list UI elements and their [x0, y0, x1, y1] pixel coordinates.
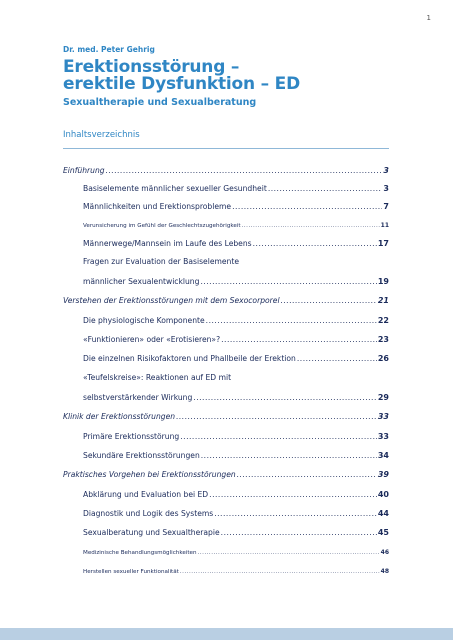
- footer-bar: [0, 628, 453, 640]
- toc-entry-line: «Teufelskreise»: Reaktionen auf ED mit: [83, 373, 232, 382]
- leader-dots: [297, 354, 377, 363]
- toc-entry-page: 33: [377, 412, 389, 421]
- toc-entry-title: Klinik der Erektionsstörungen: [63, 412, 176, 421]
- toc-entry-page: 23: [377, 335, 389, 344]
- toc-entry-title: Verunsicherung im Gefühl der Geschlechtszugehörigkeit: [83, 223, 241, 229]
- toc-entry[interactable]: [83, 549, 389, 556]
- toc-entry-page: 7: [383, 202, 389, 211]
- toc-entry-title: «Funktionieren» oder «Erotisieren»?: [83, 335, 221, 344]
- leader-dots: [221, 335, 377, 344]
- toc-entry-page: 39: [377, 470, 389, 479]
- toc-entry[interactable]: [83, 528, 389, 537]
- subtitle: Sexualtherapie und Sexualberatung: [63, 97, 257, 108]
- page-number: 1: [426, 14, 431, 22]
- toc-entry[interactable]: [63, 470, 389, 479]
- leader-dots: [206, 316, 377, 325]
- toc-entry[interactable]: [83, 184, 389, 193]
- toc-entry-page: 29: [377, 393, 389, 402]
- toc-entry-title: Die einzelnen Risikofaktoren und Phallbeile der Erektion: [83, 354, 296, 363]
- toc-entry-page: 3: [383, 184, 389, 193]
- toc-entry[interactable]: [83, 335, 389, 344]
- leader-dots: [237, 470, 377, 479]
- toc-entry[interactable]: [83, 202, 389, 211]
- toc-entry-page: 19: [377, 277, 389, 286]
- toc-entry-title: Die physiologische Komponente: [83, 316, 205, 325]
- toc-entry-page: 34: [377, 451, 389, 460]
- toc-entry-title: Verstehen der Erektionsstörungen mit dem Sexocorporel: [63, 296, 280, 305]
- toc-entry[interactable]: [83, 393, 389, 402]
- toc-entry-title: Praktisches Vorgehen bei Erektionsstörungen: [63, 470, 236, 479]
- toc-entry-page: 3: [383, 166, 389, 175]
- leader-dots: [198, 550, 380, 556]
- author: Dr. med. Peter Gehrig: [63, 45, 155, 54]
- toc-entry[interactable]: [83, 277, 389, 286]
- leader-dots: [180, 432, 377, 441]
- toc-entry-page: 40: [377, 490, 389, 499]
- toc-entry-title: Einführung: [63, 166, 105, 175]
- leader-dots: [200, 277, 376, 286]
- toc-entry-page: 33: [377, 432, 389, 441]
- toc-entry[interactable]: [83, 222, 389, 229]
- toc-entry[interactable]: [83, 432, 389, 441]
- leader-dots: [281, 296, 377, 305]
- toc-entry-page: 21: [377, 296, 389, 305]
- toc-entry-page: 45: [377, 528, 389, 537]
- toc-entry-title: Sexualberatung und Sexualtherapie: [83, 528, 220, 537]
- toc-entry[interactable]: [83, 451, 389, 460]
- toc-entry-title: Basiselemente männlicher sexueller Gesundheit: [83, 184, 267, 193]
- toc-entry[interactable]: [83, 316, 389, 325]
- toc-entry-title: Diagnostik und Logik des Systems: [83, 509, 214, 518]
- toc-entry-page: 44: [377, 509, 389, 518]
- toc-entry-title: Männlichkeiten und Erektionsprobleme: [83, 202, 232, 211]
- toc-entry-title: Medizinische Behandlungsmöglichkeiten: [83, 550, 197, 556]
- leader-dots: [201, 451, 377, 460]
- page-title: [63, 59, 300, 93]
- leader-dots: [193, 393, 377, 402]
- toc-entry-title: Primäre Erektionsstörung: [83, 432, 180, 441]
- toc-entry[interactable]: [83, 490, 389, 499]
- leader-dots: [214, 509, 377, 518]
- toc-entry-line: Fragen zur Evaluation der Basiselemente: [83, 257, 240, 266]
- toc-entry-title: Abklärung und Evaluation bei ED: [83, 490, 209, 499]
- toc-entry-page: 11: [380, 222, 389, 229]
- leader-dots: [253, 239, 377, 248]
- toc-entry[interactable]: [83, 509, 389, 518]
- toc-entry[interactable]: [83, 568, 389, 575]
- toc-entry-title: Herstellen sexueller Funktionalität: [83, 569, 179, 575]
- toc-entry-page: 46: [380, 549, 389, 556]
- leader-dots: [106, 166, 383, 175]
- leader-dots: [180, 569, 380, 575]
- toc-entry-title: Sekundäre Erektionsstörungen: [83, 451, 200, 460]
- toc-entry-title: selbstverstärkender Wirkung: [83, 393, 193, 402]
- leader-dots: [242, 223, 380, 229]
- title-line-1: Erektionsstörung –: [63, 57, 240, 77]
- toc-entry-title: Männerwege/Mannsein im Laufe des Lebens: [83, 239, 252, 248]
- leader-dots: [176, 412, 377, 421]
- toc-entry-title: männlicher Sexualentwicklung: [83, 277, 200, 286]
- toc-entry-page: 17: [377, 239, 389, 248]
- title-line-2: erektile Dysfunktion – ED: [63, 74, 300, 94]
- toc-heading: Inhaltsverzeichnis: [63, 130, 140, 140]
- divider: [63, 148, 389, 149]
- toc-entry-page: 48: [380, 568, 389, 575]
- toc-entry[interactable]: [83, 354, 389, 363]
- toc-entry-page: 22: [377, 316, 389, 325]
- leader-dots: [221, 528, 377, 537]
- toc-entry-page: 26: [377, 354, 389, 363]
- leader-dots: [209, 490, 377, 499]
- toc-entry[interactable]: [63, 166, 389, 175]
- toc-entry[interactable]: [63, 296, 389, 305]
- toc-entry[interactable]: [83, 239, 389, 248]
- leader-dots: [232, 202, 382, 211]
- toc-entry[interactable]: [63, 412, 389, 421]
- leader-dots: [268, 184, 383, 193]
